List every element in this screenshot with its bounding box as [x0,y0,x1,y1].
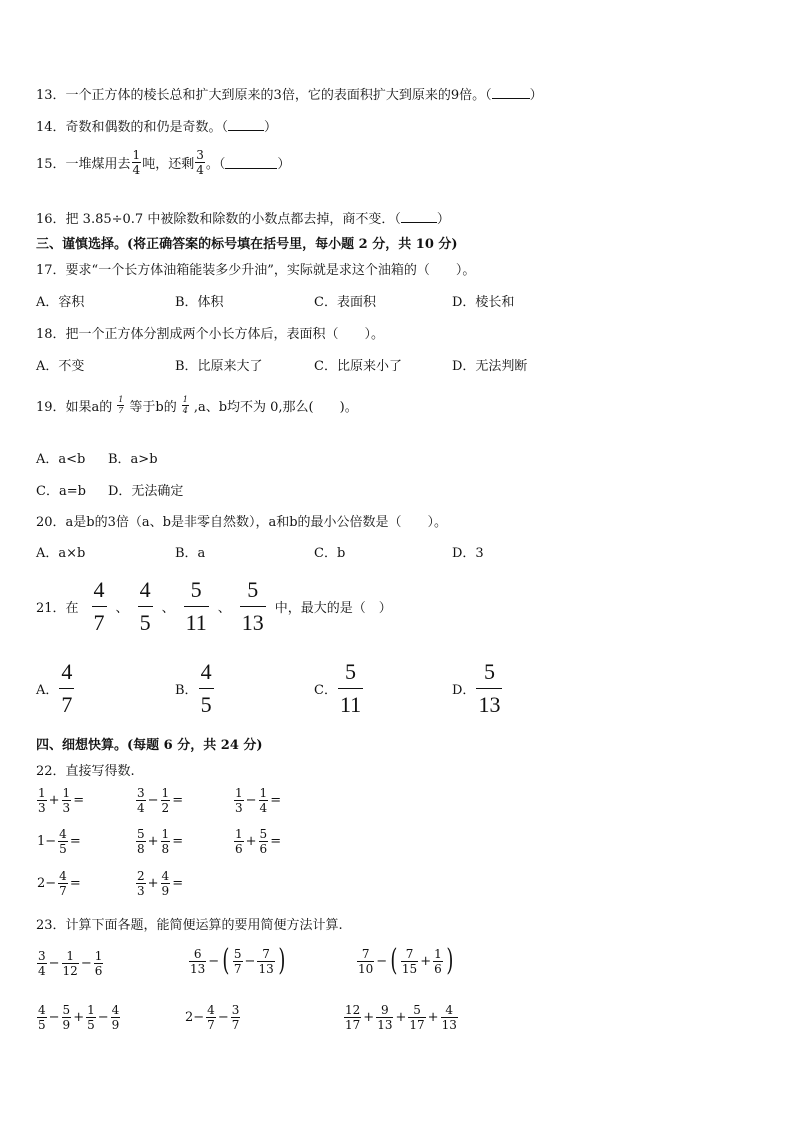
fraction: 5 11 [339,659,362,717]
question-21: 21．在 4 7 、 4 5 、 5 11 、 5 13 中，最大的是（ ） [36,577,392,635]
expression: 1− 4 5 = [37,827,81,856]
expression: 1 6 + 5 6 = [235,827,282,856]
fraction: 5 11 [185,577,207,635]
expression: 2− 4 7 − 3 7 [185,1003,240,1032]
fraction: 4 7 [61,659,73,717]
expression: 4 5 − 5 9 + 1 5 − 4 9 [38,1003,120,1032]
expression: 1 3 − 1 4 = [235,786,282,815]
fraction: 3 4 [196,148,204,177]
option-18-c[interactable]: C．比原来小了 [314,359,402,374]
question-22-text: 22．直接写得数. [36,764,135,779]
question-20-text: 20．a是b的3倍（a、b是非零自然数），a和b的最小公倍数是（ ）。 [36,515,448,530]
option-19-d[interactable]: D．无法确定 [108,484,184,499]
question-15: 15．一堆煤用去 1 4 吨，还剩 3 4 。（ ） [36,148,291,177]
fraction: 4 5 [139,577,151,635]
fraction: 1 7 [118,395,124,415]
answer-blank-13[interactable] [492,86,530,99]
question-17-text: 17．要求“一个长方体油箱能装多少升油”，实际就是求这个油箱的（ ）。 [36,263,476,278]
question-14-text: 14．奇数和偶数的和仍是奇数。（ [36,120,229,135]
option-20-a[interactable]: A．a×b [36,546,86,561]
option-21-b[interactable]: B． 4 5 [175,659,212,717]
question-18-text: 18．把一个正方体分割成两个小长方体后，表面积（ ）。 [36,327,385,342]
option-17-a[interactable]: A．容积 [36,295,85,310]
option-19-a[interactable]: A．a<b [36,452,86,467]
option-20-c[interactable]: C．b [314,546,346,561]
question-16-text: 16．把 3.85÷0.7 中被除数和除数的小数点都去掉，商不变．（ [36,212,401,227]
question-19: 19．如果a的 1 7 等于b的 1 4 ,a、b均不为 0,那么( )。 [36,395,358,415]
section-4-title: 四、细想快算。(每题 6 分，共 24 分) [36,738,263,753]
expression: 3 4 − 1 12 − 1 6 [38,949,103,978]
expression: 7 10 − ( 7 15 + 1 6 ) [358,943,454,978]
answer-blank-15[interactable] [225,156,277,169]
option-18-b[interactable]: B．比原来大了 [175,359,263,374]
question-13-text: 13．一个正方体的棱长总和扩大到原来的3倍，它的表面积扩大到原来的9倍。（ [36,88,492,103]
section-3-title: 三、谨慎选择。(将正确答案的标号填在括号里，每小题 2 分，共 10 分) [36,237,458,252]
fraction: 4 7 [93,577,105,635]
expression: 1 3 + 1 3 = [38,786,85,815]
option-21-c[interactable]: C． 5 11 [314,659,362,717]
option-17-c[interactable]: C．表面积 [314,295,376,310]
fraction: 4 5 [200,659,212,717]
expression: 5 8 + 1 8 = [137,827,184,856]
option-21-d[interactable]: D． 5 13 [452,659,501,717]
fraction: 1 4 [182,395,188,415]
question-14: 14．奇数和偶数的和仍是奇数。（ ） [36,120,278,135]
option-18-a[interactable]: A．不变 [36,359,85,374]
option-18-d[interactable]: D．无法判断 [452,359,528,374]
question-16: 16．把 3.85÷0.7 中被除数和除数的小数点都去掉，商不变．（ ） [36,212,450,227]
expression: 3 4 − 1 2 = [137,786,184,815]
expression: 12 17 + 9 13 + 5 17 + 4 13 [345,1003,457,1032]
answer-blank-16[interactable] [401,210,437,223]
expression: 2− 4 7 = [37,869,81,898]
option-17-b[interactable]: B．体积 [175,295,224,310]
fraction: 1 4 [132,148,141,177]
fraction: 5 13 [478,659,501,717]
fraction: 5 13 [241,577,264,635]
question-23-text: 23．计算下面各题，能简便运算的要用简便方法计算. [36,918,343,933]
option-19-b[interactable]: B．a>b [108,452,158,467]
option-17-d[interactable]: D．棱长和 [452,295,515,310]
option-20-b[interactable]: B．a [175,546,206,561]
option-19-c[interactable]: C．a=b [36,484,86,499]
answer-blank-14[interactable] [228,118,264,131]
expression: 2 3 + 4 9 = [137,869,184,898]
option-21-a[interactable]: A． 4 7 [36,659,73,717]
option-20-d[interactable]: D．3 [452,546,484,561]
question-13: 13．一个正方体的棱长总和扩大到原来的3倍，它的表面积扩大到原来的9倍。（ ） [36,88,543,103]
expression: 6 13 − ( 5 7 − 7 13 ) [190,943,286,978]
